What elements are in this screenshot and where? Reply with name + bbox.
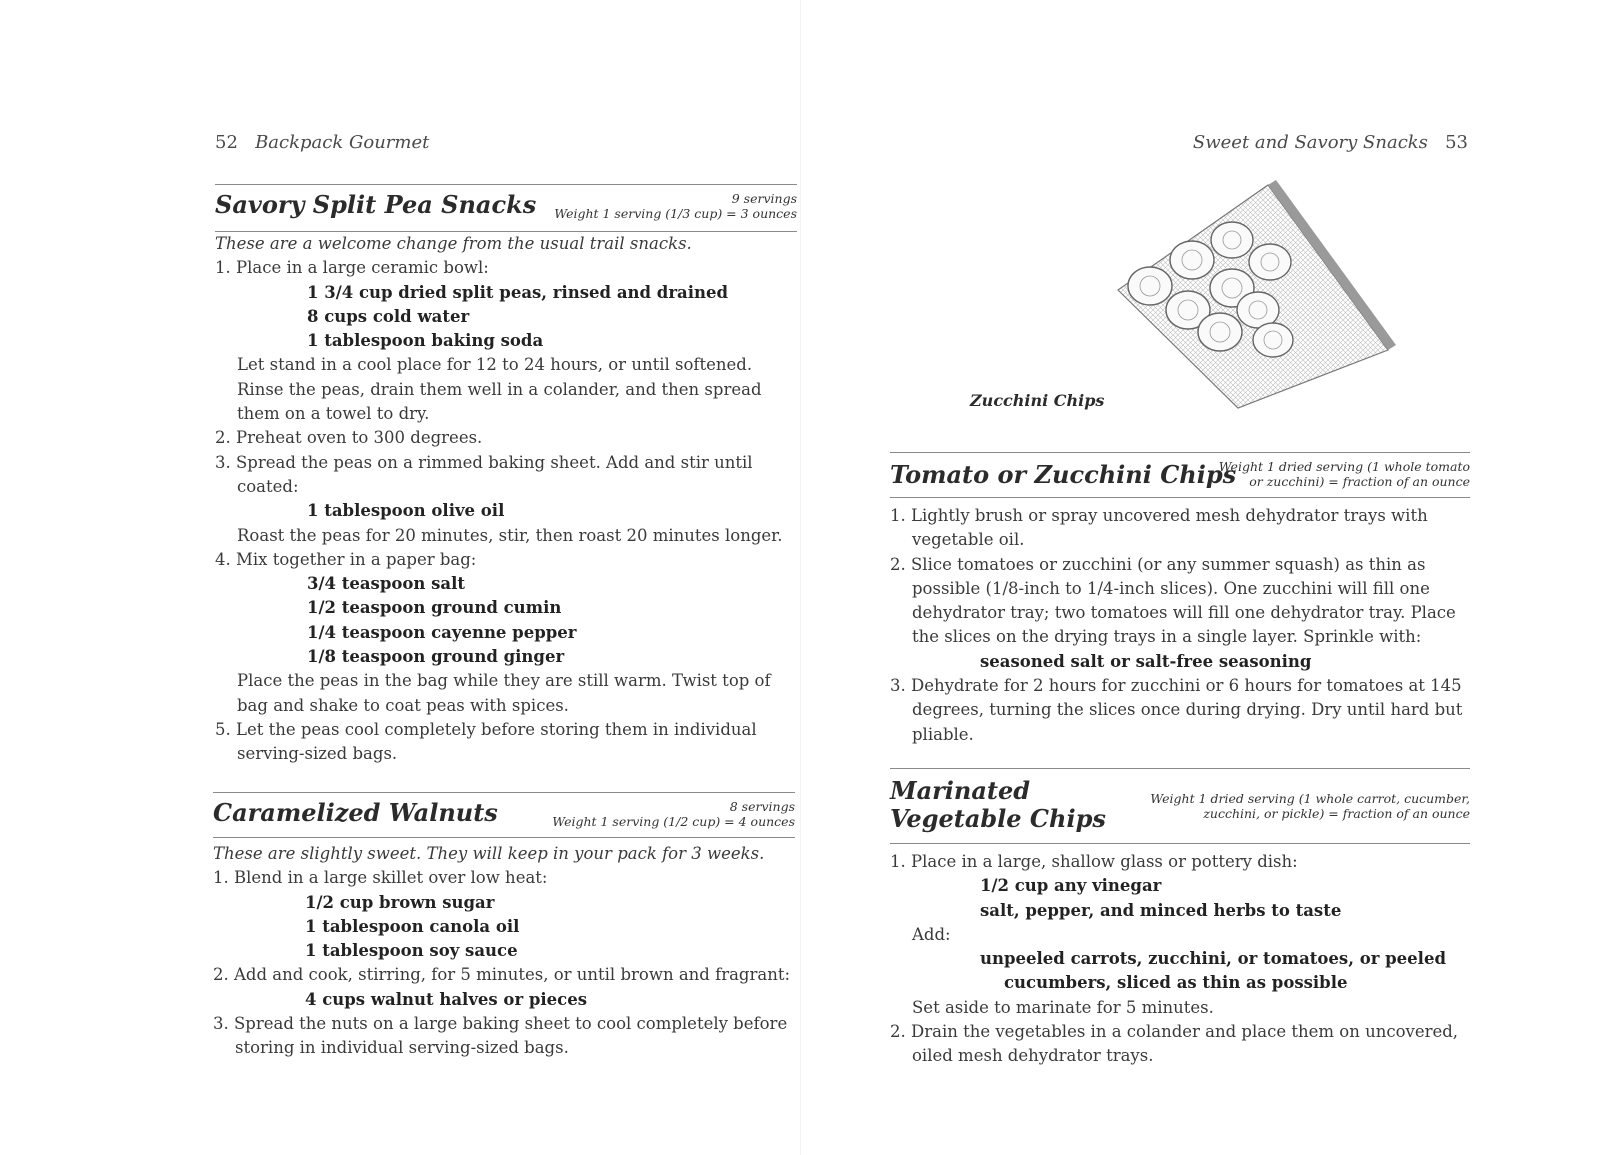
ingredient: 1/2 cup any vinegar [980, 876, 1162, 896]
recipe-title: Caramelized Walnuts [213, 798, 498, 827]
step-continuation: Add: [912, 924, 951, 944]
step: 1. Place in a large ceramic bowl: [215, 258, 489, 278]
ingredient: 3/4 teaspoon salt [307, 574, 465, 594]
step: 2. Drain the vegetables in a colander and place them on uncovered, oiled mesh dehydrator trays. [890, 1022, 1459, 1066]
step: 1. Blend in a large skillet over low heat: [213, 868, 548, 888]
serving-weight: Weight 1 dried serving (1 whole tomato or zucchini) = fraction of an ounce [1218, 459, 1470, 489]
ingredient: salt, pepper, and minced herbs to taste [980, 900, 1342, 920]
recipe-header-marinated-chips [890, 768, 1470, 844]
zucchini-slice [1253, 323, 1293, 357]
zucchini-slice [1211, 222, 1253, 258]
recipe-body-walnuts [213, 842, 795, 1061]
recipe-header-split-pea [215, 184, 797, 232]
recipe-title: Tomato or Zucchini Chips [890, 460, 1237, 489]
recipe-header-walnuts [213, 792, 795, 838]
ingredient: 1/2 cup brown sugar [305, 892, 495, 912]
recipe-intro: These are slightly sweet. They will keep in your pack for 3 weeks. [213, 844, 765, 863]
illustration-caption: Zucchini Chips [970, 391, 1105, 410]
step: 5. Let the peas cool completely before storing them in individual serving-sized bags. [215, 719, 757, 764]
ingredient: 1/4 teaspoon cayenne pepper [307, 622, 577, 642]
step: 4. Mix together in a paper bag: [215, 549, 477, 569]
recipe-title [890, 777, 1106, 833]
ingredient: 1 tablespoon soy sauce [305, 941, 518, 961]
recipe-intro: These are a welcome change from the usual trail snacks. [215, 234, 692, 253]
servings: 8 servings [729, 799, 795, 814]
right-running-title: Sweet and Savory Snacks [1192, 132, 1428, 153]
servings: 9 servings [731, 191, 797, 206]
recipe-meta [554, 191, 797, 221]
left-page-number: 52 [215, 132, 238, 153]
serving-weight: Weight 1 serving (1/2 cup) = 4 ounces [552, 814, 795, 829]
step: 2. Slice tomatoes or zucchini (or any summer squash) as thin as possible (1/8-inch to 1/4-inch slices). One zucchini will fill one dehydrator tray; two tomatoes will fill one dehydrator tray. Place the slices on the drying trays in a single layer. Sprinkle with: [890, 554, 1456, 647]
ingredient: unpeeled carrots, zucchini, or tomatoes, or peeled [980, 949, 1446, 969]
zucchini-slice [1198, 313, 1242, 351]
ingredient: 1/8 teaspoon ground ginger [307, 647, 565, 667]
recipe-meta [1130, 791, 1470, 821]
recipe-meta [1210, 459, 1470, 489]
step-continuation: Let stand in a cool place for 12 to 24 hours, or until softened. Rinse the peas, drain them well in a colander, and then spread them on a towel to dry. [237, 355, 762, 424]
zucchini-slice [1128, 267, 1172, 305]
recipe-body-tomato-zucchini [890, 504, 1470, 747]
ingredient: cucumbers, sliced as thin as possible [1004, 973, 1348, 993]
serving-weight: Weight 1 dried serving (1 whole carrot, cucumber, zucchini, or pickle) = fraction of an ounce [1150, 791, 1470, 821]
recipe-title: Savory Split Pea Snacks [215, 190, 537, 219]
step: 1. Lightly brush or spray uncovered mesh dehydrator trays with vegetable oil. [890, 506, 1428, 550]
recipe-title-line: Vegetable Chips [890, 804, 1106, 833]
ingredient: seasoned salt or salt-free seasoning [980, 651, 1312, 671]
step: 3. Spread the nuts on a large baking sheet to cool completely before storing in individual serving-sized bags. [213, 1014, 788, 1058]
step-continuation: Roast the peas for 20 minutes, stir, then roast 20 minutes longer. [237, 525, 783, 545]
zucchini-slice [1170, 241, 1214, 279]
serving-weight: Weight 1 serving (1/3 cup) = 3 ounces [554, 206, 797, 221]
zucchini-slice [1249, 244, 1291, 280]
recipe-meta [552, 799, 795, 829]
recipe-body-split-pea [215, 232, 797, 767]
step: 3. Spread the peas on a rimmed baking sheet. Add and stir until coated: [215, 452, 753, 496]
ingredient: 1 3/4 cup dried split peas, rinsed and drained [307, 282, 729, 302]
ingredient: 8 cups cold water [307, 306, 470, 326]
recipe-header-tomato-zucchini [890, 452, 1470, 498]
step: 1. Place in a large, shallow glass or pottery dish: [890, 852, 1298, 871]
recipe-body-marinated-chips [890, 850, 1470, 1069]
ingredient: 1/2 teaspoon ground cumin [307, 598, 562, 618]
recipe-title-line: Marinated [890, 776, 1031, 805]
ingredient: 1 tablespoon baking soda [307, 331, 544, 351]
ingredient: 4 cups walnut halves or pieces [305, 989, 588, 1009]
right-running-head [1193, 132, 1468, 153]
left-running-head [215, 132, 429, 153]
step: 3. Dehydrate for 2 hours for zucchini or 6 hours for tomatoes at 145 degrees, turning the slices once during drying. Dry until hard but pliable. [890, 676, 1463, 744]
step: 2. Add and cook, stirring, for 5 minutes, or until brown and fragrant: [213, 965, 791, 985]
ingredient: 1 tablespoon canola oil [305, 916, 520, 936]
step: 2. Preheat oven to 300 degrees. [215, 428, 483, 448]
ingredient: 1 tablespoon olive oil [307, 501, 505, 521]
step-continuation: Set aside to marinate for 5 minutes. [912, 997, 1214, 1017]
left-running-title: Backpack Gourmet [255, 132, 430, 153]
zucchini-chips-tray-illustration [1108, 180, 1398, 410]
step-continuation: Place the peas in the bag while they are still warm. Twist top of bag and shake to coat peas with spices. [237, 671, 771, 715]
right-page-number: 53 [1445, 132, 1468, 153]
